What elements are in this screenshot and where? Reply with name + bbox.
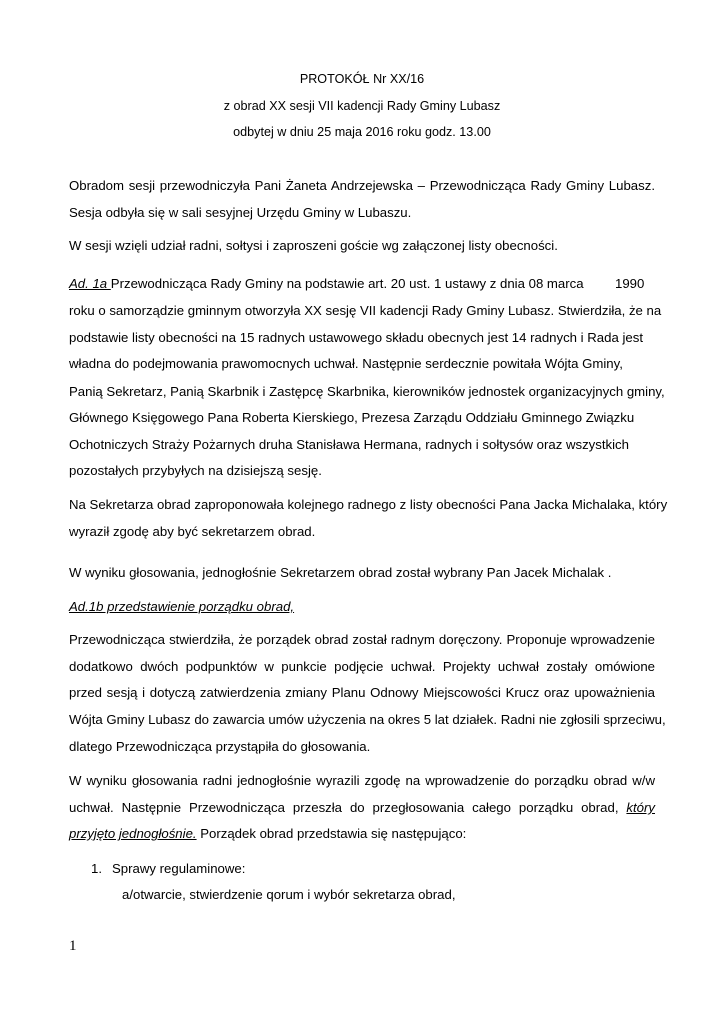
secretary-line: wyraził zgodę aby być sekretarzem obrad. [69,524,316,539]
ad1b-italic: który [626,800,655,815]
ad1a-line: Panią Sekretarz, Panią Skarbnik i Zastępcę Skarbnika, kierowników jednostek organizacyjnych gminy, [69,384,665,399]
ad1b-text: Porządek obrad przedstawia się następująco: [196,826,467,841]
ad1b-line: Wójta Gminy Lubasz do zawarcia umów użyczenia na okres 5 lat działek. Radni nie zgłosili sprzeciwu, [69,712,666,727]
session-subtitle: z obrad XX sesji VII kadencji Rady Gminy Lubasz [223,99,501,113]
intro-line: Sesja odbyła się w sali sesyjnej Urzędu Gminy w Lubaszu. [69,205,412,220]
ad1a-year: 1990 [615,276,645,291]
ad1b-line: dodatkowo dwóch podpunktów w punkcie podjęcie uchwał. Projekty uchwał zostały omówione [69,659,655,674]
intro-line: Obradom sesji przewodniczyła Pani Żaneta Andrzejewska – Przewodnicząca Rady Gminy Lubasz. [69,178,655,193]
ad1a-line: Głównego Księgowego Pana Roberta Kierskiego, Prezesa Zarządu Oddziału Gminnego Związku [69,410,635,425]
list-subitem: a/otwarcie, stwierdzenie qorum i wybór sekretarza obrad, [122,887,456,902]
ad1a-line: podstawie listy obecności na 15 radnych ustawowego składu obecnych jest 14 radnych i Rada jest [69,330,643,345]
ad1b-italic: przyjęto jednogłośnie. [69,826,197,841]
ad1a-line: roku o samorządzie gminnym otworzyła XX sesję VII kadencji Rady Gminy Lubasz. Stwierdziła, że na [69,303,662,318]
ad1b-text: uchwał. Następnie Przewodnicząca przeszła do przegłosowania całego porządku obrad, [69,800,619,815]
secretary-line: Na Sekretarza obrad zaproponowała kolejnego radnego z listy obecności Pana Jacka Michalaka, który [69,497,668,512]
ad1a-line: Ochotniczych Straży Pożarnych druha Stanisława Hermana, radnych i sołtysów oraz wszystkich [69,437,629,452]
ad1a-label: Ad. 1a [69,276,111,291]
ad1a-line: pozostałych przybyłych na dzisiejszą sesję. [69,463,322,478]
ad1b-heading: Ad.1b przedstawienie porządku obrad, [69,599,295,614]
ad1a-line: władna do podejmowania prawomocnych uchwał. Następnie serdecznie powitała Wójta Gminy, [69,356,623,371]
intro-line: W sesji wzięli udział radni, sołtysi i zaproszeni goście wg załączonej listy obecności. [69,238,558,253]
protocol-title: PROTOKÓŁ Nr XX/16 [299,72,425,86]
ad1b-line: dlatego Przewodnicząca przystąpiła do głosowania. [69,739,371,754]
page-number: 1 [69,938,77,954]
ad1b-line [69,826,466,842]
ad1b-line [69,800,655,816]
ad1b-line: W wyniku głosowania radni jednogłośnie wyrazili zgodę na wprowadzenie do porządku obrad w/w [69,773,655,788]
list-number: 1. [91,861,102,876]
ad1a-line [69,276,584,292]
session-date: odbytej w dniu 25 maja 2016 roku godz. 13.00 [233,125,491,139]
ad1b-line: Przewodnicząca stwierdziła, że porządek obrad został radnym doręczony. Proponuje wprowadzenie [69,632,655,647]
secretary-line: W wyniku głosowania, jednogłośnie Sekretarzem obrad został wybrany Pan Jacek Michalak . [69,565,612,580]
list-item-label: Sprawy regulaminowe: [112,861,246,876]
ad1a-text: Przewodnicząca Rady Gminy na podstawie art. 20 ust. 1 ustawy z dnia 08 marca [110,276,584,291]
ad1b-line: przed sesją i dotyczą zatwierdzenia zmiany Planu Odnowy Miejscowości Krucz oraz upoważnienia [69,685,655,700]
